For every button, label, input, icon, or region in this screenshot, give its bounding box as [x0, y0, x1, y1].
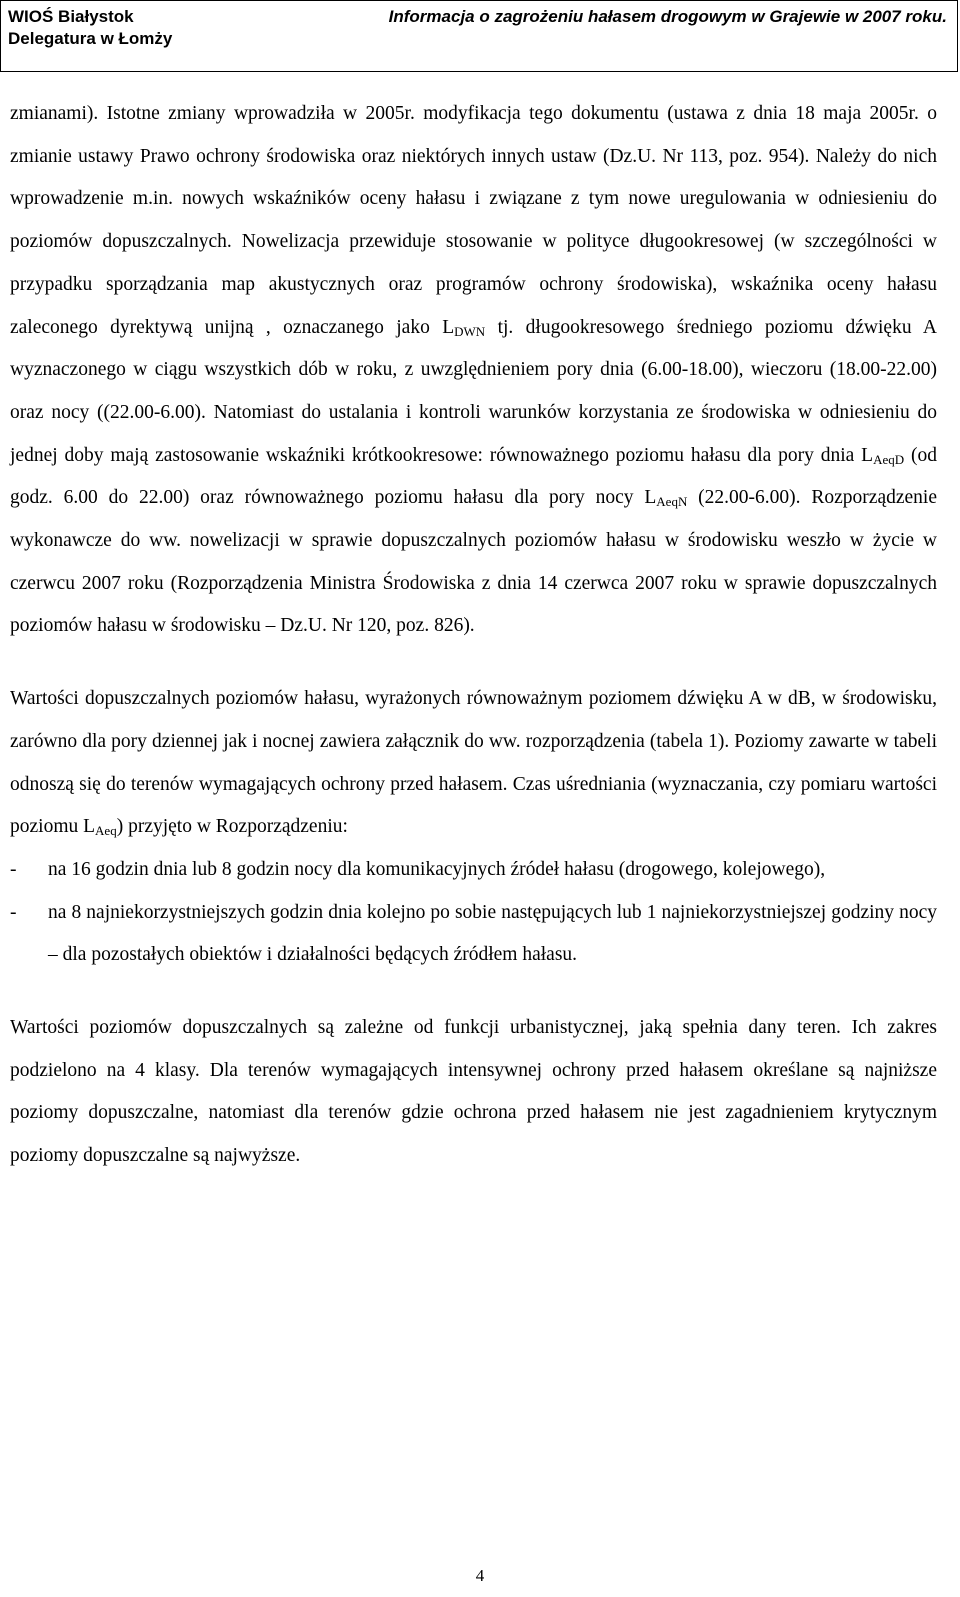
list-item-text: na 16 godzin dnia lub 8 godzin nocy dla komunikacyjnych źródeł hałasu (drogowego, kolejowego),	[48, 858, 826, 880]
paragraph-spacer	[10, 648, 937, 678]
header-org-line2: Delegatura w Łomży	[8, 29, 173, 48]
paragraph-1-subscript-aeqd: AeqD	[873, 451, 905, 467]
paragraph-1-part3: (od godz. 6.00 do 22.00) oraz równoważnego poziomu hałasu dla pory nocy L	[10, 444, 938, 509]
paragraph-1-part4: (22.00-6.00). Rozporządzenie wykonawcze do ww. nowelizacji w sprawie dopuszczalnych poziomów hałasu w środowisku weszło w życie w czerwcu 2007 roku (Rozporządzenia Ministra Środowiska z dnia 14 czerwca 2007 roku w sprawie dopuszczalnych poziomów hałasu w środowisku – Dz.U. Nr 120, poz. 826).	[10, 487, 937, 637]
document-header	[0, 0, 958, 72]
paragraph-1	[10, 93, 937, 648]
page-number: 4	[475, 1566, 485, 1585]
header-title: Informacja o zagrożeniu hałasem drogowym w Grajewie w 2007 roku.	[388, 7, 947, 26]
list-item	[10, 849, 937, 892]
paragraph-2-subscript-aeq: Aeq	[95, 823, 117, 839]
header-organization	[8, 6, 172, 50]
paragraph-1-subscript-dwn: DWN	[454, 323, 486, 339]
list-dash: -	[10, 901, 17, 923]
paragraph-2	[10, 678, 937, 849]
list-dash: -	[10, 858, 17, 880]
header-org-line1: WIOŚ Białystok	[8, 7, 134, 26]
paragraph-3: Wartości poziomów dopuszczalnych są zależne od funkcji urbanistycznej, jaką spełnia dany teren. Ich zakres podzielono na 4 klasy. Dla terenów wymagających intensywnej ochrony przed hałasem określane są najniższe poziomy dopuszczalne, natomiast dla terenów gdzie ochrona przed hałasem nie jest zagadnieniem krytycznym poziomy dopuszczalne są najwyższe.	[10, 1017, 937, 1167]
paragraph-1-part2: tj. długookresowego średniego poziomu dźwięku A wyznaczonego w ciągu wszystkich dób w roku, z uwzględnieniem pory dnia (6.00-18.00), wieczoru (18.00-22.00) oraz nocy ((22.00-6.00). Natomiast do ustalania i kontroli warunków korzystania ze środowiska w odniesieniu do jednej doby mają zastosowanie wskaźniki krótkookresowe: równoważnego poziomu hałasu dla pory dnia L	[10, 316, 937, 466]
paragraph-2-part1: Wartości dopuszczalnych poziomów hałasu, wyrażonych równoważnym poziomem dźwięku A w dB, w środowisku, zarówno dla pory dziennej jak i nocnej zawiera załącznik do ww. rozporządzenia (tabela 1). Poziomy zawarte w tabeli odnoszą się do terenów wymagających ochrony przed hałasem. Czas uśredniania (wyznaczania, czy pomiaru wartości poziomu L	[10, 688, 937, 838]
list-item	[10, 892, 937, 977]
document-body	[10, 93, 937, 1178]
paragraph-1-subscript-aeqn: AeqN	[656, 494, 688, 510]
list-item-text: na 8 najniekorzystniejszych godzin dnia kolejno po sobie następujących lub 1 najniekorzystniejszej godziny nocy – dla pozostałych obiektów i działalności będących źródłem hałasu.	[48, 901, 937, 966]
paragraph-2-part2: ) przyjęto w Rozporządzeniu:	[116, 816, 348, 838]
paragraph-spacer	[10, 977, 937, 1007]
paragraph-1-part1: zmianami). Istotne zmiany wprowadziła w 2005r. modyfikacja tego dokumentu (ustawa z dnia 18 maja 2005r. o zmianie ustawy Prawo ochrony środowiska oraz niektórych innych ustaw (Dz.U. Nr 113, poz. 954). Należy do nich wprowadzenie m.in. nowych wskaźników oceny hałasu i związane z tym nowe uregulowania w odniesieniu do poziomów dopuszczalnych. Nowelizacja przewiduje stosowanie w polityce długookresowej (w szczególności w przypadku sporządzania map akustycznych oraz programów ochrony środowiska), wskaźnika oceny hałasu zaleconego dyrektywą unijną , oznaczanego jako L	[10, 103, 937, 338]
